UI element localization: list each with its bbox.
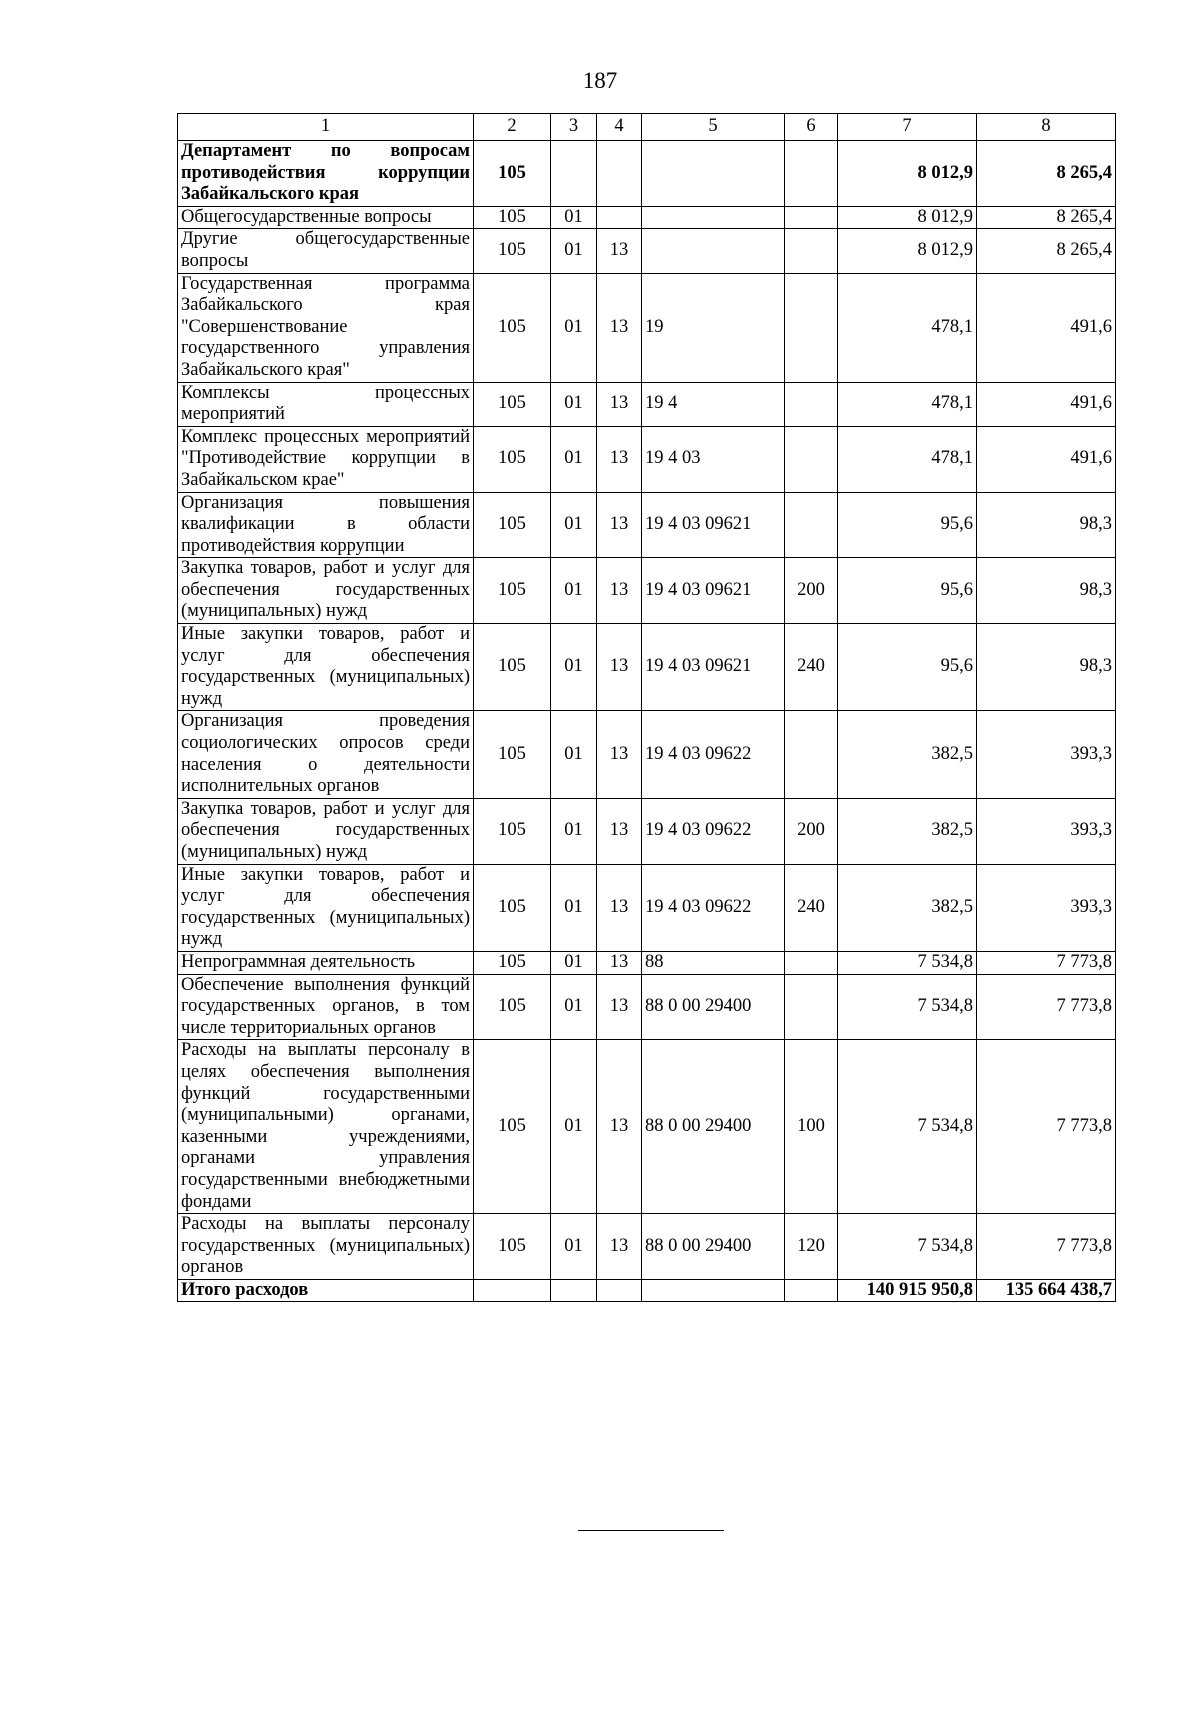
pr-code-cell: 13 bbox=[597, 229, 642, 273]
header-cell: 2 bbox=[474, 114, 551, 141]
csr-code-cell: 19 4 03 bbox=[642, 426, 785, 492]
csr-code-cell: 19 4 03 09621 bbox=[642, 558, 785, 624]
header-cell: 3 bbox=[551, 114, 597, 141]
amount-2025-cell: 491,6 bbox=[977, 426, 1116, 492]
row-name-cell: Закупка товаров, работ и услуг для обеспечения государственных (муниципальных) нужд bbox=[178, 798, 474, 864]
rz-code-cell: 01 bbox=[551, 711, 597, 798]
csr-code-cell: 19 bbox=[642, 273, 785, 382]
csr-code-cell: 19 4 bbox=[642, 382, 785, 426]
amount-2024-cell: 95,6 bbox=[838, 492, 977, 558]
table-row bbox=[178, 1214, 1116, 1280]
amount-2025-cell: 98,3 bbox=[977, 624, 1116, 711]
csr-code-cell bbox=[642, 206, 785, 229]
rz-code-cell: 01 bbox=[551, 229, 597, 273]
gr-code-cell: 105 bbox=[474, 951, 551, 974]
amount-2025-cell: 98,3 bbox=[977, 492, 1116, 558]
row-name-cell: Расходы на выплаты персоналу государственных (муниципальных) органов bbox=[178, 1214, 474, 1280]
table-row bbox=[178, 229, 1116, 273]
table-row bbox=[178, 426, 1116, 492]
csr-code-cell: 19 4 03 09622 bbox=[642, 711, 785, 798]
budget-table bbox=[177, 113, 1116, 1302]
amount-2024-cell: 478,1 bbox=[838, 382, 977, 426]
gr-code-cell: 105 bbox=[474, 1214, 551, 1280]
row-name-cell: Комплексы процессных мероприятий bbox=[178, 382, 474, 426]
row-name-cell: Иные закупки товаров, работ и услуг для обеспечения государственных (муниципальных) нужд bbox=[178, 624, 474, 711]
table-row bbox=[178, 711, 1116, 798]
table-row bbox=[178, 798, 1116, 864]
gr-code-cell: 105 bbox=[474, 426, 551, 492]
pr-code-cell: 13 bbox=[597, 558, 642, 624]
header-cell: 5 bbox=[642, 114, 785, 141]
header-cell: 7 bbox=[838, 114, 977, 141]
header-cell: 6 bbox=[785, 114, 838, 141]
pr-code-cell: 13 bbox=[597, 382, 642, 426]
vr-code-cell bbox=[785, 974, 838, 1040]
csr-code-cell: 88 0 00 29400 bbox=[642, 1040, 785, 1214]
rz-code-cell: 01 bbox=[551, 558, 597, 624]
amount-2024-cell: 382,5 bbox=[838, 798, 977, 864]
row-name-cell: Общегосударственные вопросы bbox=[178, 206, 474, 229]
gr-code-cell: 105 bbox=[474, 864, 551, 951]
vr-code-cell: 240 bbox=[785, 624, 838, 711]
amount-2025-cell: 8 265,4 bbox=[977, 141, 1116, 207]
vr-code-cell bbox=[785, 229, 838, 273]
table-row bbox=[178, 206, 1116, 229]
amount-2025-cell: 393,3 bbox=[977, 864, 1116, 951]
vr-code-cell bbox=[785, 492, 838, 558]
table-row bbox=[178, 624, 1116, 711]
pr-code-cell: 13 bbox=[597, 974, 642, 1040]
amount-2024-cell: 7 534,8 bbox=[838, 951, 977, 974]
amount-2024-cell: 95,6 bbox=[838, 624, 977, 711]
gr-code-cell: 105 bbox=[474, 558, 551, 624]
pr-code-cell: 13 bbox=[597, 864, 642, 951]
amount-2025-cell: 491,6 bbox=[977, 382, 1116, 426]
vr-code-cell bbox=[785, 141, 838, 207]
footer-divider bbox=[578, 1530, 724, 1531]
table-header-row bbox=[178, 114, 1116, 141]
csr-code-cell: 88 0 00 29400 bbox=[642, 974, 785, 1040]
vr-code-cell: 200 bbox=[785, 798, 838, 864]
gr-code-cell: 105 bbox=[474, 206, 551, 229]
table-row bbox=[178, 1040, 1116, 1214]
gr-code-cell: 105 bbox=[474, 798, 551, 864]
rz-code-cell: 01 bbox=[551, 492, 597, 558]
amount-2025-cell: 491,6 bbox=[977, 273, 1116, 382]
vr-code-cell bbox=[785, 711, 838, 798]
table-row bbox=[178, 141, 1116, 207]
pr-code-cell: 13 bbox=[597, 798, 642, 864]
rz-code-cell bbox=[551, 1279, 597, 1302]
gr-code-cell: 105 bbox=[474, 711, 551, 798]
gr-code-cell: 105 bbox=[474, 382, 551, 426]
row-name-cell: Расходы на выплаты персоналу в целях обеспечения выполнения функций государственными (муниципальными) органами, казенными учреждениями, органами управления государственными внебюджетными фондами bbox=[178, 1040, 474, 1214]
pr-code-cell: 13 bbox=[597, 1214, 642, 1280]
rz-code-cell: 01 bbox=[551, 624, 597, 711]
rz-code-cell: 01 bbox=[551, 273, 597, 382]
amount-2025-cell: 393,3 bbox=[977, 711, 1116, 798]
row-name-cell: Организация проведения социологических опросов среди населения о деятельности исполнительных органов bbox=[178, 711, 474, 798]
amount-2025-cell: 8 265,4 bbox=[977, 229, 1116, 273]
amount-2025-cell: 135 664 438,7 bbox=[977, 1279, 1116, 1302]
amount-2024-cell: 8 012,9 bbox=[838, 141, 977, 207]
vr-code-cell bbox=[785, 206, 838, 229]
header-cell: 1 bbox=[178, 114, 474, 141]
csr-code-cell: 19 4 03 09622 bbox=[642, 798, 785, 864]
amount-2024-cell: 7 534,8 bbox=[838, 974, 977, 1040]
row-name-cell: Другие общегосударственные вопросы bbox=[178, 229, 474, 273]
vr-code-cell bbox=[785, 951, 838, 974]
pr-code-cell bbox=[597, 141, 642, 207]
row-name-cell: Итого расходов bbox=[178, 1279, 474, 1302]
amount-2025-cell: 7 773,8 bbox=[977, 951, 1116, 974]
table-row bbox=[178, 974, 1116, 1040]
csr-code-cell bbox=[642, 229, 785, 273]
pr-code-cell: 13 bbox=[597, 492, 642, 558]
vr-code-cell: 240 bbox=[785, 864, 838, 951]
table-row bbox=[178, 864, 1116, 951]
table-row bbox=[178, 951, 1116, 974]
pr-code-cell: 13 bbox=[597, 273, 642, 382]
amount-2024-cell: 382,5 bbox=[838, 711, 977, 798]
rz-code-cell: 01 bbox=[551, 951, 597, 974]
table-row bbox=[178, 558, 1116, 624]
gr-code-cell: 105 bbox=[474, 1040, 551, 1214]
csr-code-cell bbox=[642, 1279, 785, 1302]
rz-code-cell bbox=[551, 141, 597, 207]
amount-2024-cell: 478,1 bbox=[838, 426, 977, 492]
row-name-cell: Государственная программа Забайкальского края "Совершенствование государственного управления Забайкальского края" bbox=[178, 273, 474, 382]
table-body bbox=[178, 141, 1116, 1302]
row-name-cell: Организация повышения квалификации в области противодействия коррупции bbox=[178, 492, 474, 558]
vr-code-cell: 200 bbox=[785, 558, 838, 624]
pr-code-cell bbox=[597, 1279, 642, 1302]
rz-code-cell: 01 bbox=[551, 382, 597, 426]
row-name-cell: Комплекс процессных мероприятий "Противодействие коррупции в Забайкальском крае" bbox=[178, 426, 474, 492]
amount-2025-cell: 98,3 bbox=[977, 558, 1116, 624]
csr-code-cell bbox=[642, 141, 785, 207]
row-name-cell: Департамент по вопросам противодействия коррупции Забайкальского края bbox=[178, 141, 474, 207]
rz-code-cell: 01 bbox=[551, 974, 597, 1040]
csr-code-cell: 88 bbox=[642, 951, 785, 974]
amount-2024-cell: 478,1 bbox=[838, 273, 977, 382]
amount-2024-cell: 8 012,9 bbox=[838, 206, 977, 229]
header-cell: 4 bbox=[597, 114, 642, 141]
vr-code-cell bbox=[785, 382, 838, 426]
csr-code-cell: 19 4 03 09621 bbox=[642, 492, 785, 558]
gr-code-cell bbox=[474, 1279, 551, 1302]
pr-code-cell: 13 bbox=[597, 426, 642, 492]
table-row bbox=[178, 382, 1116, 426]
amount-2025-cell: 393,3 bbox=[977, 798, 1116, 864]
vr-code-cell: 120 bbox=[785, 1214, 838, 1280]
amount-2025-cell: 7 773,8 bbox=[977, 974, 1116, 1040]
vr-code-cell bbox=[785, 273, 838, 382]
vr-code-cell bbox=[785, 1279, 838, 1302]
vr-code-cell: 100 bbox=[785, 1040, 838, 1214]
pr-code-cell: 13 bbox=[597, 624, 642, 711]
row-name-cell: Обеспечение выполнения функций государственных органов, в том числе территориальных органов bbox=[178, 974, 474, 1040]
rz-code-cell: 01 bbox=[551, 1214, 597, 1280]
pr-code-cell: 13 bbox=[597, 951, 642, 974]
csr-code-cell: 19 4 03 09621 bbox=[642, 624, 785, 711]
rz-code-cell: 01 bbox=[551, 864, 597, 951]
csr-code-cell: 88 0 00 29400 bbox=[642, 1214, 785, 1280]
rz-code-cell: 01 bbox=[551, 426, 597, 492]
gr-code-cell: 105 bbox=[474, 974, 551, 1040]
row-name-cell: Иные закупки товаров, работ и услуг для обеспечения государственных (муниципальных) нужд bbox=[178, 864, 474, 951]
pr-code-cell bbox=[597, 206, 642, 229]
amount-2024-cell: 7 534,8 bbox=[838, 1040, 977, 1214]
pr-code-cell: 13 bbox=[597, 1040, 642, 1214]
amount-2025-cell: 7 773,8 bbox=[977, 1040, 1116, 1214]
vr-code-cell bbox=[785, 426, 838, 492]
gr-code-cell: 105 bbox=[474, 624, 551, 711]
amount-2024-cell: 140 915 950,8 bbox=[838, 1279, 977, 1302]
table-row bbox=[178, 1279, 1116, 1302]
gr-code-cell: 105 bbox=[474, 141, 551, 207]
amount-2024-cell: 7 534,8 bbox=[838, 1214, 977, 1280]
csr-code-cell: 19 4 03 09622 bbox=[642, 864, 785, 951]
pr-code-cell: 13 bbox=[597, 711, 642, 798]
rz-code-cell: 01 bbox=[551, 206, 597, 229]
amount-2024-cell: 95,6 bbox=[838, 558, 977, 624]
rz-code-cell: 01 bbox=[551, 1040, 597, 1214]
amount-2024-cell: 382,5 bbox=[838, 864, 977, 951]
header-cell: 8 bbox=[977, 114, 1116, 141]
row-name-cell: Закупка товаров, работ и услуг для обеспечения государственных (муниципальных) нужд bbox=[178, 558, 474, 624]
amount-2024-cell: 8 012,9 bbox=[838, 229, 977, 273]
amount-2025-cell: 8 265,4 bbox=[977, 206, 1116, 229]
row-name-cell: Непрограммная деятельность bbox=[178, 951, 474, 974]
table-row bbox=[178, 492, 1116, 558]
gr-code-cell: 105 bbox=[474, 492, 551, 558]
amount-2025-cell: 7 773,8 bbox=[977, 1214, 1116, 1280]
gr-code-cell: 105 bbox=[474, 273, 551, 382]
rz-code-cell: 01 bbox=[551, 798, 597, 864]
gr-code-cell: 105 bbox=[474, 229, 551, 273]
table-row bbox=[178, 273, 1116, 382]
page-number: 187 bbox=[582, 68, 618, 93]
